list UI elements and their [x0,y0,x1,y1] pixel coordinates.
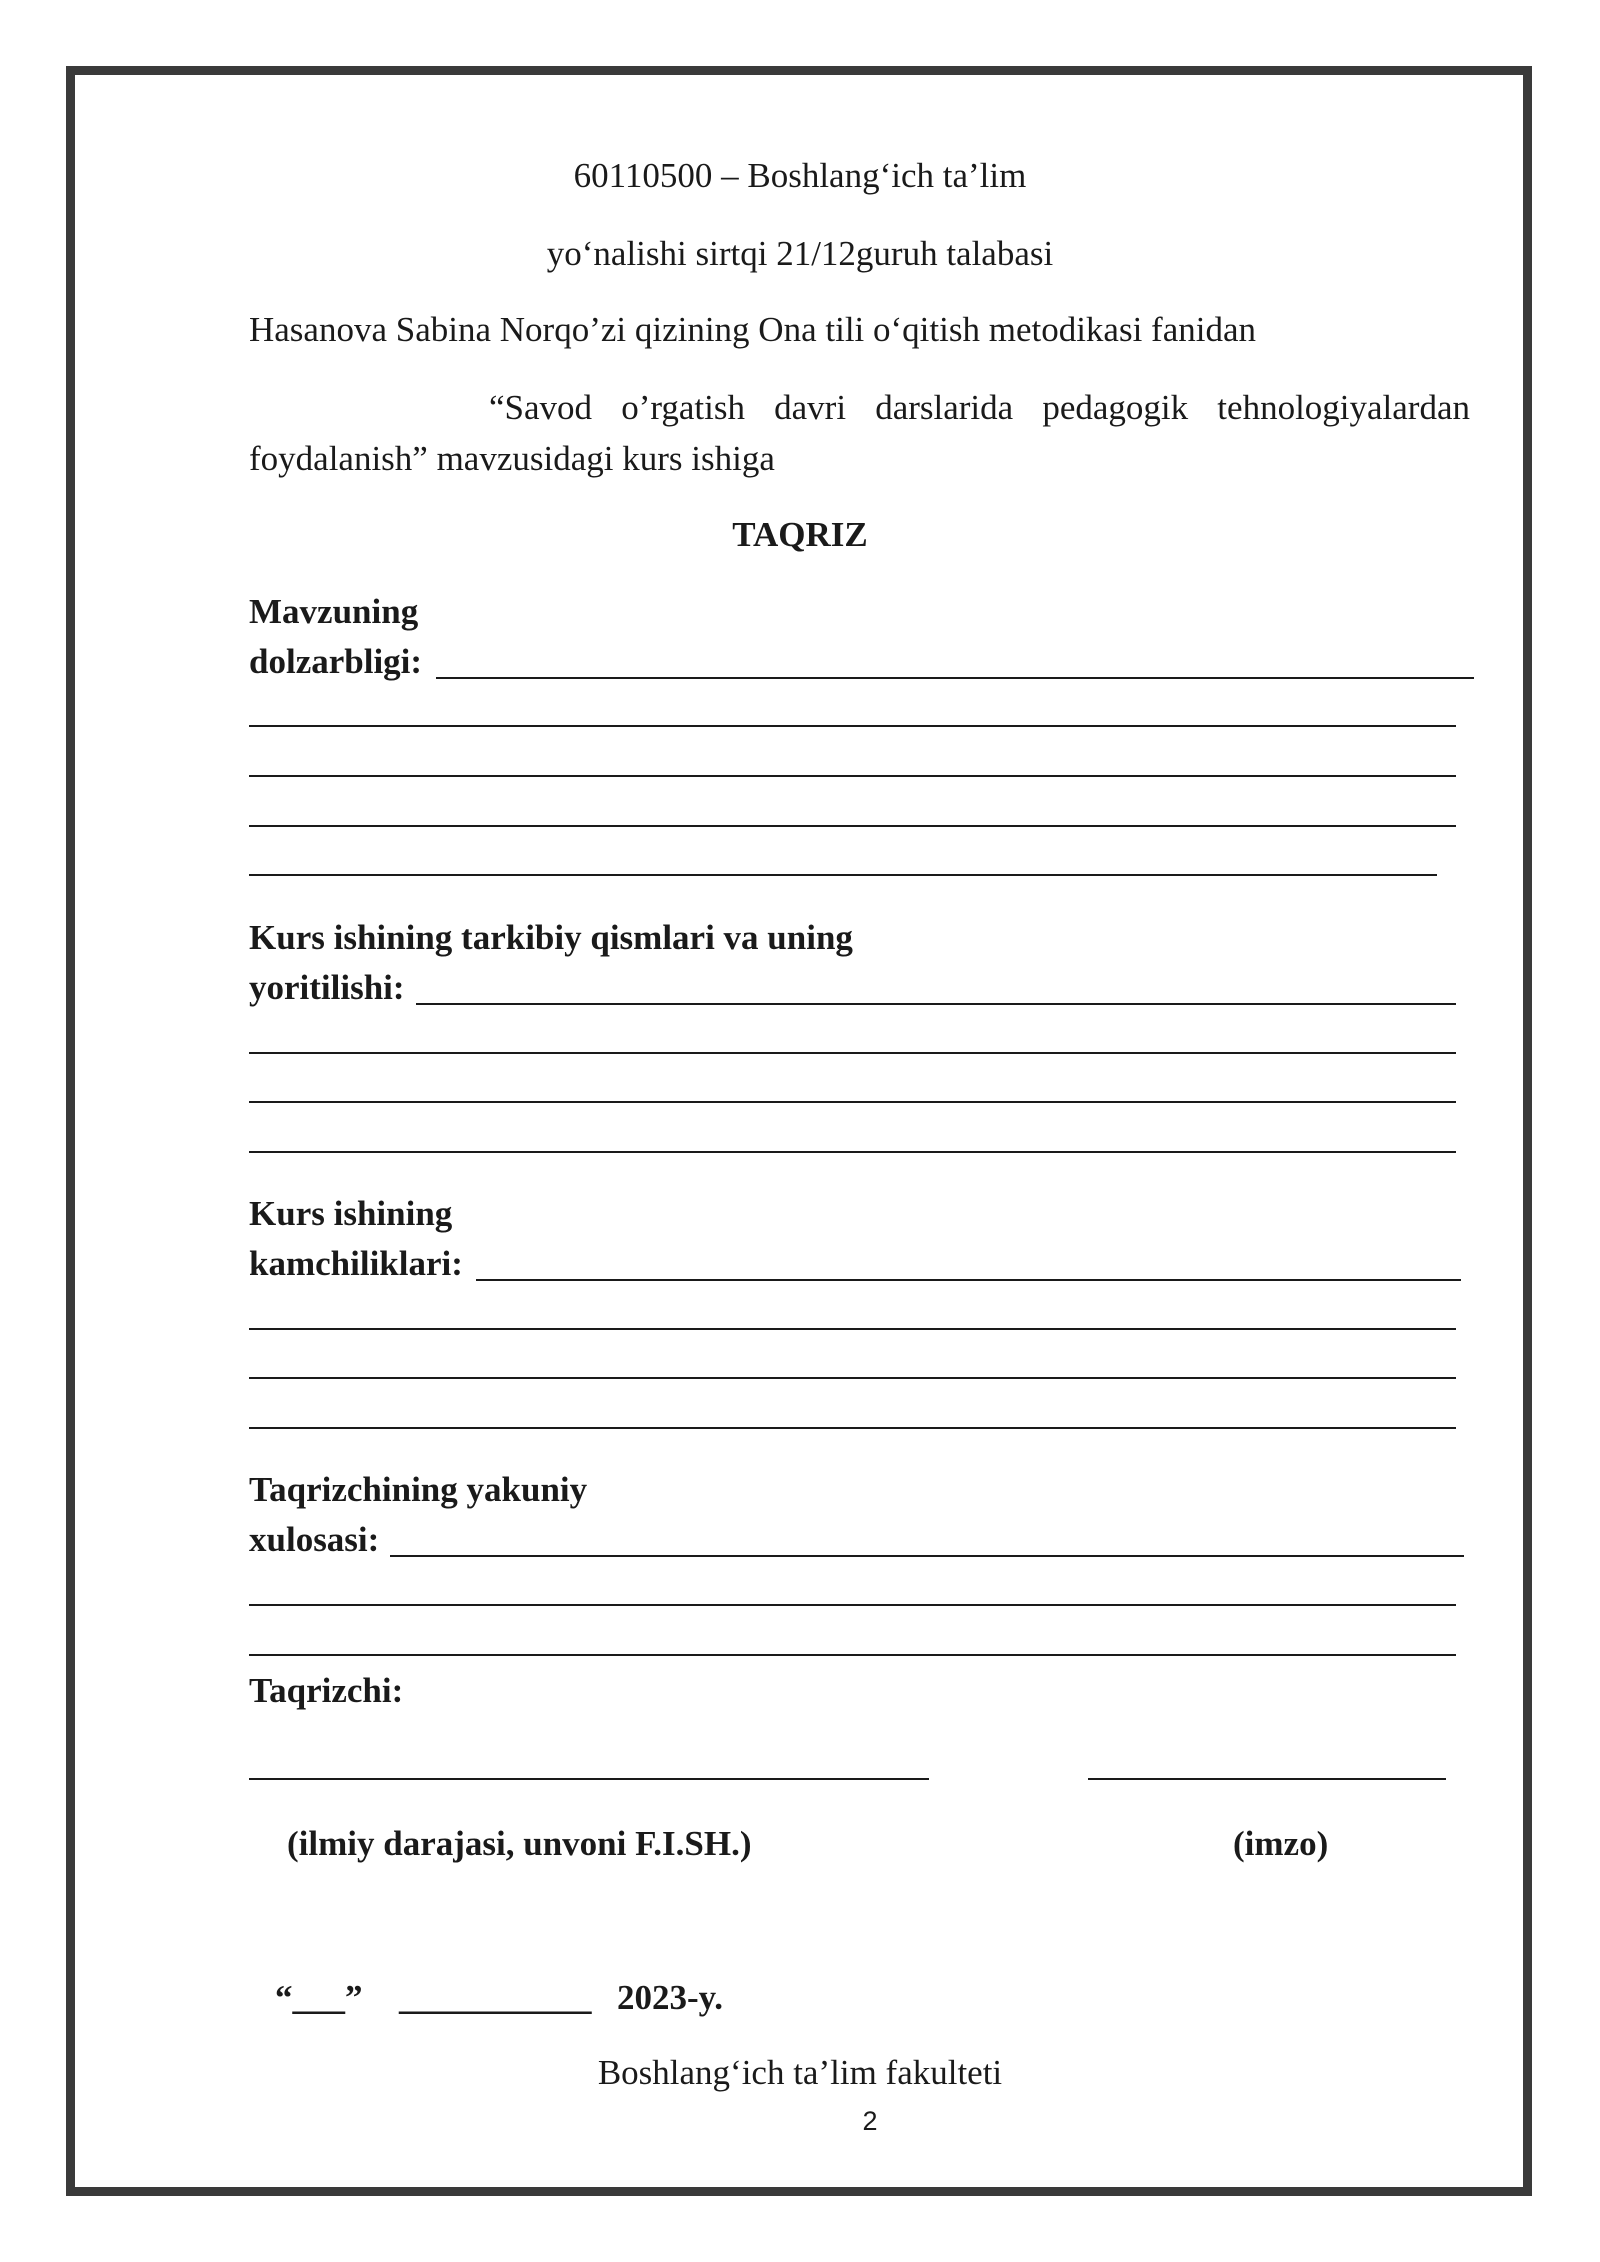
topic-line-2: foydalanish” mavzusidagi kurs ishiga [249,439,775,478]
shortcomings-label: kamchiliklari: [249,1244,463,1283]
relevance-answer-line[interactable] [249,874,1437,876]
date-month-blank[interactable]: ___________ [399,1978,592,2017]
reviewer-name-caption: (ilmiy darajasi, unvoni F.I.SH.) [287,1824,752,1863]
topic-line-1: “Savod o’rgatish davri darslarida pedagogik tehnologiyalardan [489,388,1470,427]
structure-answer-line[interactable] [416,1003,1456,1005]
reviewer-signature-line[interactable] [1088,1778,1446,1780]
signature-caption: (imzo) [1233,1824,1329,1863]
reviewer-name-line[interactable] [249,1778,929,1780]
reviewer-label: Taqrizchi: [249,1671,404,1710]
shortcomings-heading: Kurs ishining [249,1194,453,1233]
structure-answer-line[interactable] [249,1101,1456,1103]
conclusion-answer-line[interactable] [390,1555,1464,1557]
faculty-name: Boshlang‘ich ta’lim fakulteti [597,2053,1003,2092]
structure-heading: Kurs ishining tarkibiy qismlari va uning [249,918,853,957]
relevance-answer-line[interactable] [436,677,1474,679]
relevance-answer-line[interactable] [249,725,1456,727]
conclusion-answer-line[interactable] [249,1654,1456,1656]
program-code-line: 60110500 – Boshlang‘ich ta’lim [573,156,1027,195]
student-group-line: yo‘nalishi sirtqi 21/12guruh talabasi [546,234,1054,273]
shortcomings-answer-line[interactable] [249,1328,1456,1330]
shortcomings-answer-line[interactable] [249,1377,1456,1379]
structure-answer-line[interactable] [249,1052,1456,1054]
date-year: 2023-y. [617,1978,723,2017]
document-title: TAQRIZ [732,515,868,554]
conclusion-answer-line[interactable] [249,1604,1456,1606]
relevance-heading: Mavzuning [249,592,419,631]
relevance-answer-line[interactable] [249,775,1456,777]
relevance-answer-line[interactable] [249,825,1456,827]
student-name-line: Hasanova Sabina Norqo’zi qizining Ona tili o‘qitish metodikasi fanidan [249,310,1257,349]
shortcomings-answer-line[interactable] [249,1427,1456,1429]
shortcomings-answer-line[interactable] [476,1279,1461,1281]
structure-label: yoritilishi: [249,968,405,1007]
conclusion-heading: Taqrizchining yakuniy [249,1470,588,1509]
conclusion-label: xulosasi: [249,1520,380,1559]
structure-answer-line[interactable] [249,1151,1456,1153]
date-day-blank[interactable]: “___” [275,1978,363,2017]
relevance-label: dolzarbligi: [249,642,423,681]
page-number: 2 [862,2106,878,2136]
